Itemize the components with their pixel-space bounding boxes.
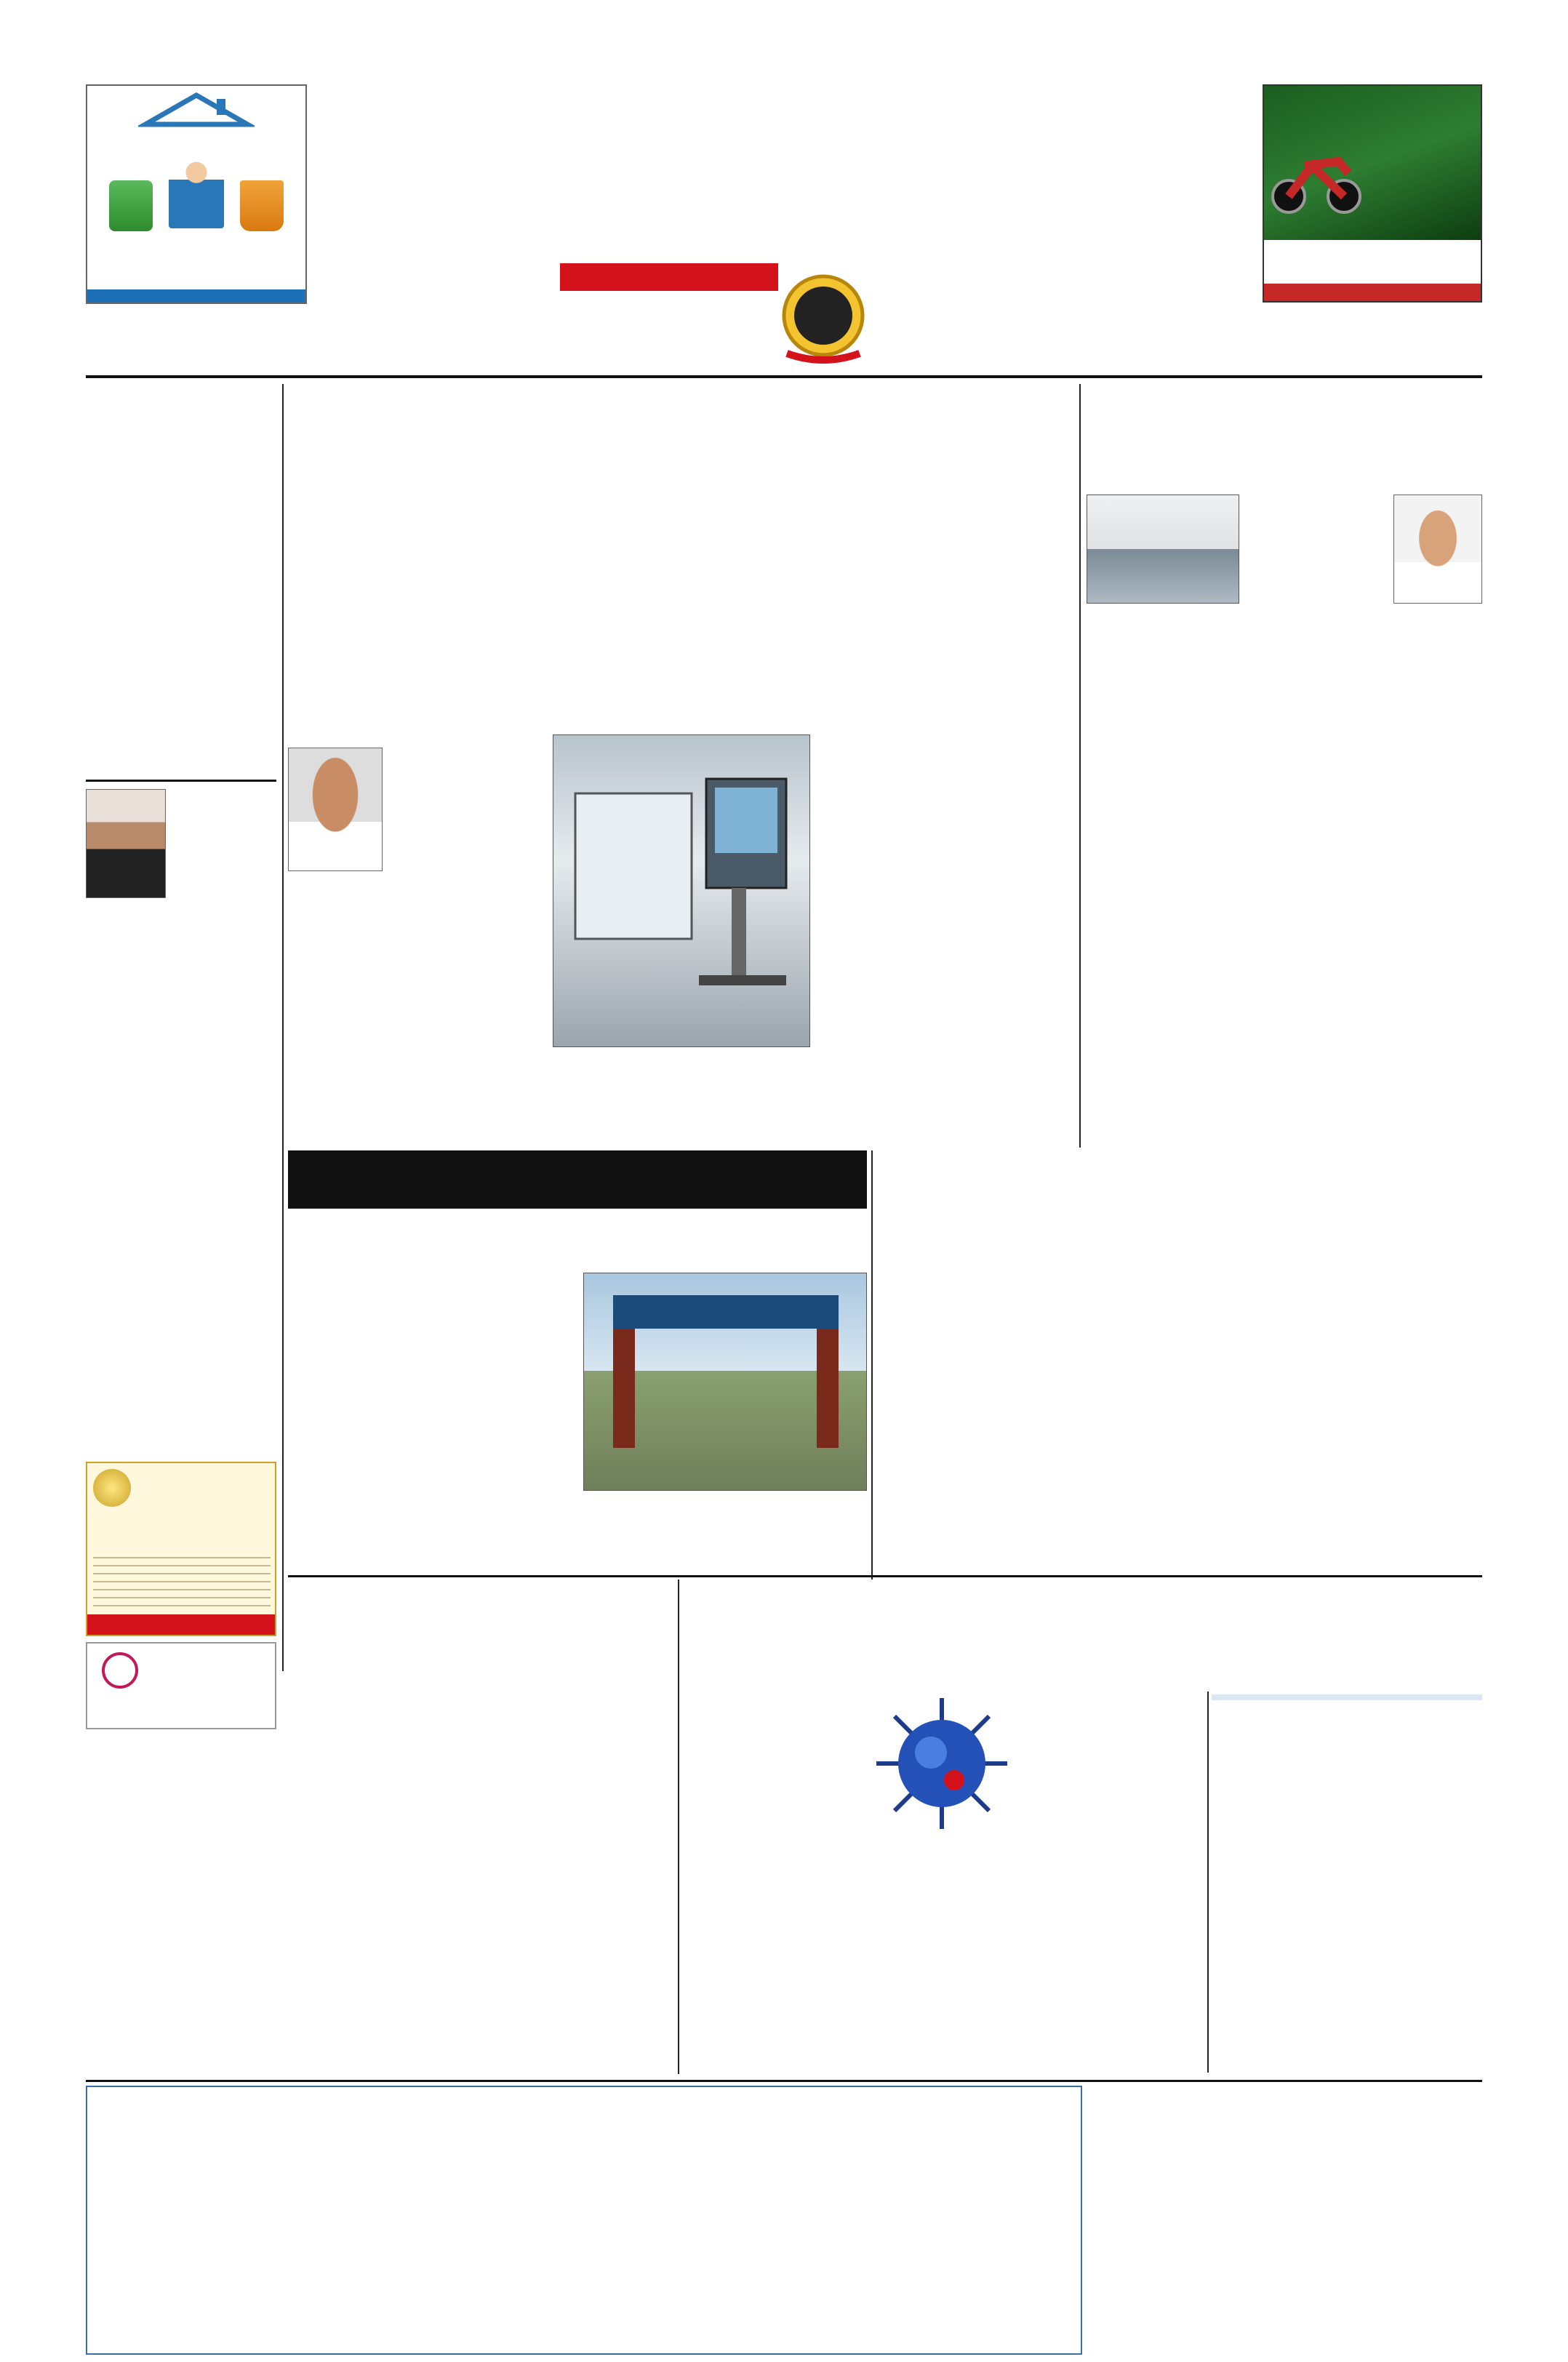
ventilator-icon [553,735,811,1048]
section-rule [86,780,276,782]
jk-headline [288,1150,867,1209]
lead-caption [553,1050,810,1142]
bbmp-body-row [86,789,276,898]
column-divider [1207,1692,1209,2073]
jk-body-1 [288,1270,579,1565]
lockdown-body-1 [877,1214,1172,1565]
cet-body [86,396,276,774]
bbmp-body-cont [86,1229,276,1433]
lead-body-1 [387,733,547,1142]
virus-image [873,1694,1011,1833]
sona-motors-ad[interactable] [1263,84,1482,303]
masthead-rule [86,375,1482,378]
state-body [288,1734,673,2068]
ad-phone [1264,284,1482,303]
district-body [1212,1700,1482,1767]
section-rule [288,1575,1482,1577]
house-icon [138,92,255,150]
lead-body-2 [815,733,1073,1117]
krs-box [86,2086,1082,2355]
bucket-icon [240,180,284,231]
jk-body-2 [583,1495,867,1565]
lead-body-1b [288,877,383,1124]
tholasi-ad[interactable] [86,1642,276,1729]
cet-story [86,384,276,1169]
column-divider [871,1150,873,1580]
gate-icon [584,1273,868,1492]
lockdown-body-2 [1181,1214,1482,1565]
ad-line [87,289,305,304]
masthead-tagline [560,263,778,291]
ad-fineprint [93,1550,271,1612]
cleaner-figure [169,159,224,228]
section-rule [86,2080,1482,2082]
commissioner-photo [86,789,166,898]
jewelry-icon [102,1652,138,1689]
ad-phone [87,1614,276,1636]
mysuru-body-3 [873,1851,1011,2073]
drclean-ad[interactable] [86,84,307,304]
mysuru-body-1 [684,1694,865,2073]
column-divider [1079,384,1081,1148]
mop-icon [109,180,153,231]
gold-coin-icon [93,1469,131,1507]
motorbike-image [1268,129,1363,217]
bbmp-body [172,789,276,898]
cm-body-1 [1244,495,1389,669]
anniversary-badge [778,257,868,367]
ventilator-photo [553,734,810,1047]
column-divider [282,384,284,1671]
cm-body-2 [1087,673,1482,1118]
mysuru-body-2 [1015,1694,1206,2073]
hospital-beds-photo [1087,495,1239,604]
column-divider [678,1580,679,2074]
jk-gate-photo [583,1273,867,1491]
krs-kicker-2 [87,2091,1081,2096]
cm-photo [1393,495,1482,604]
dks-photo [288,748,383,871]
gold-ad[interactable] [86,1462,276,1636]
cet-headline [86,384,276,390]
district-panel [1212,1694,1482,2073]
district-panel-title [1212,1694,1482,1700]
